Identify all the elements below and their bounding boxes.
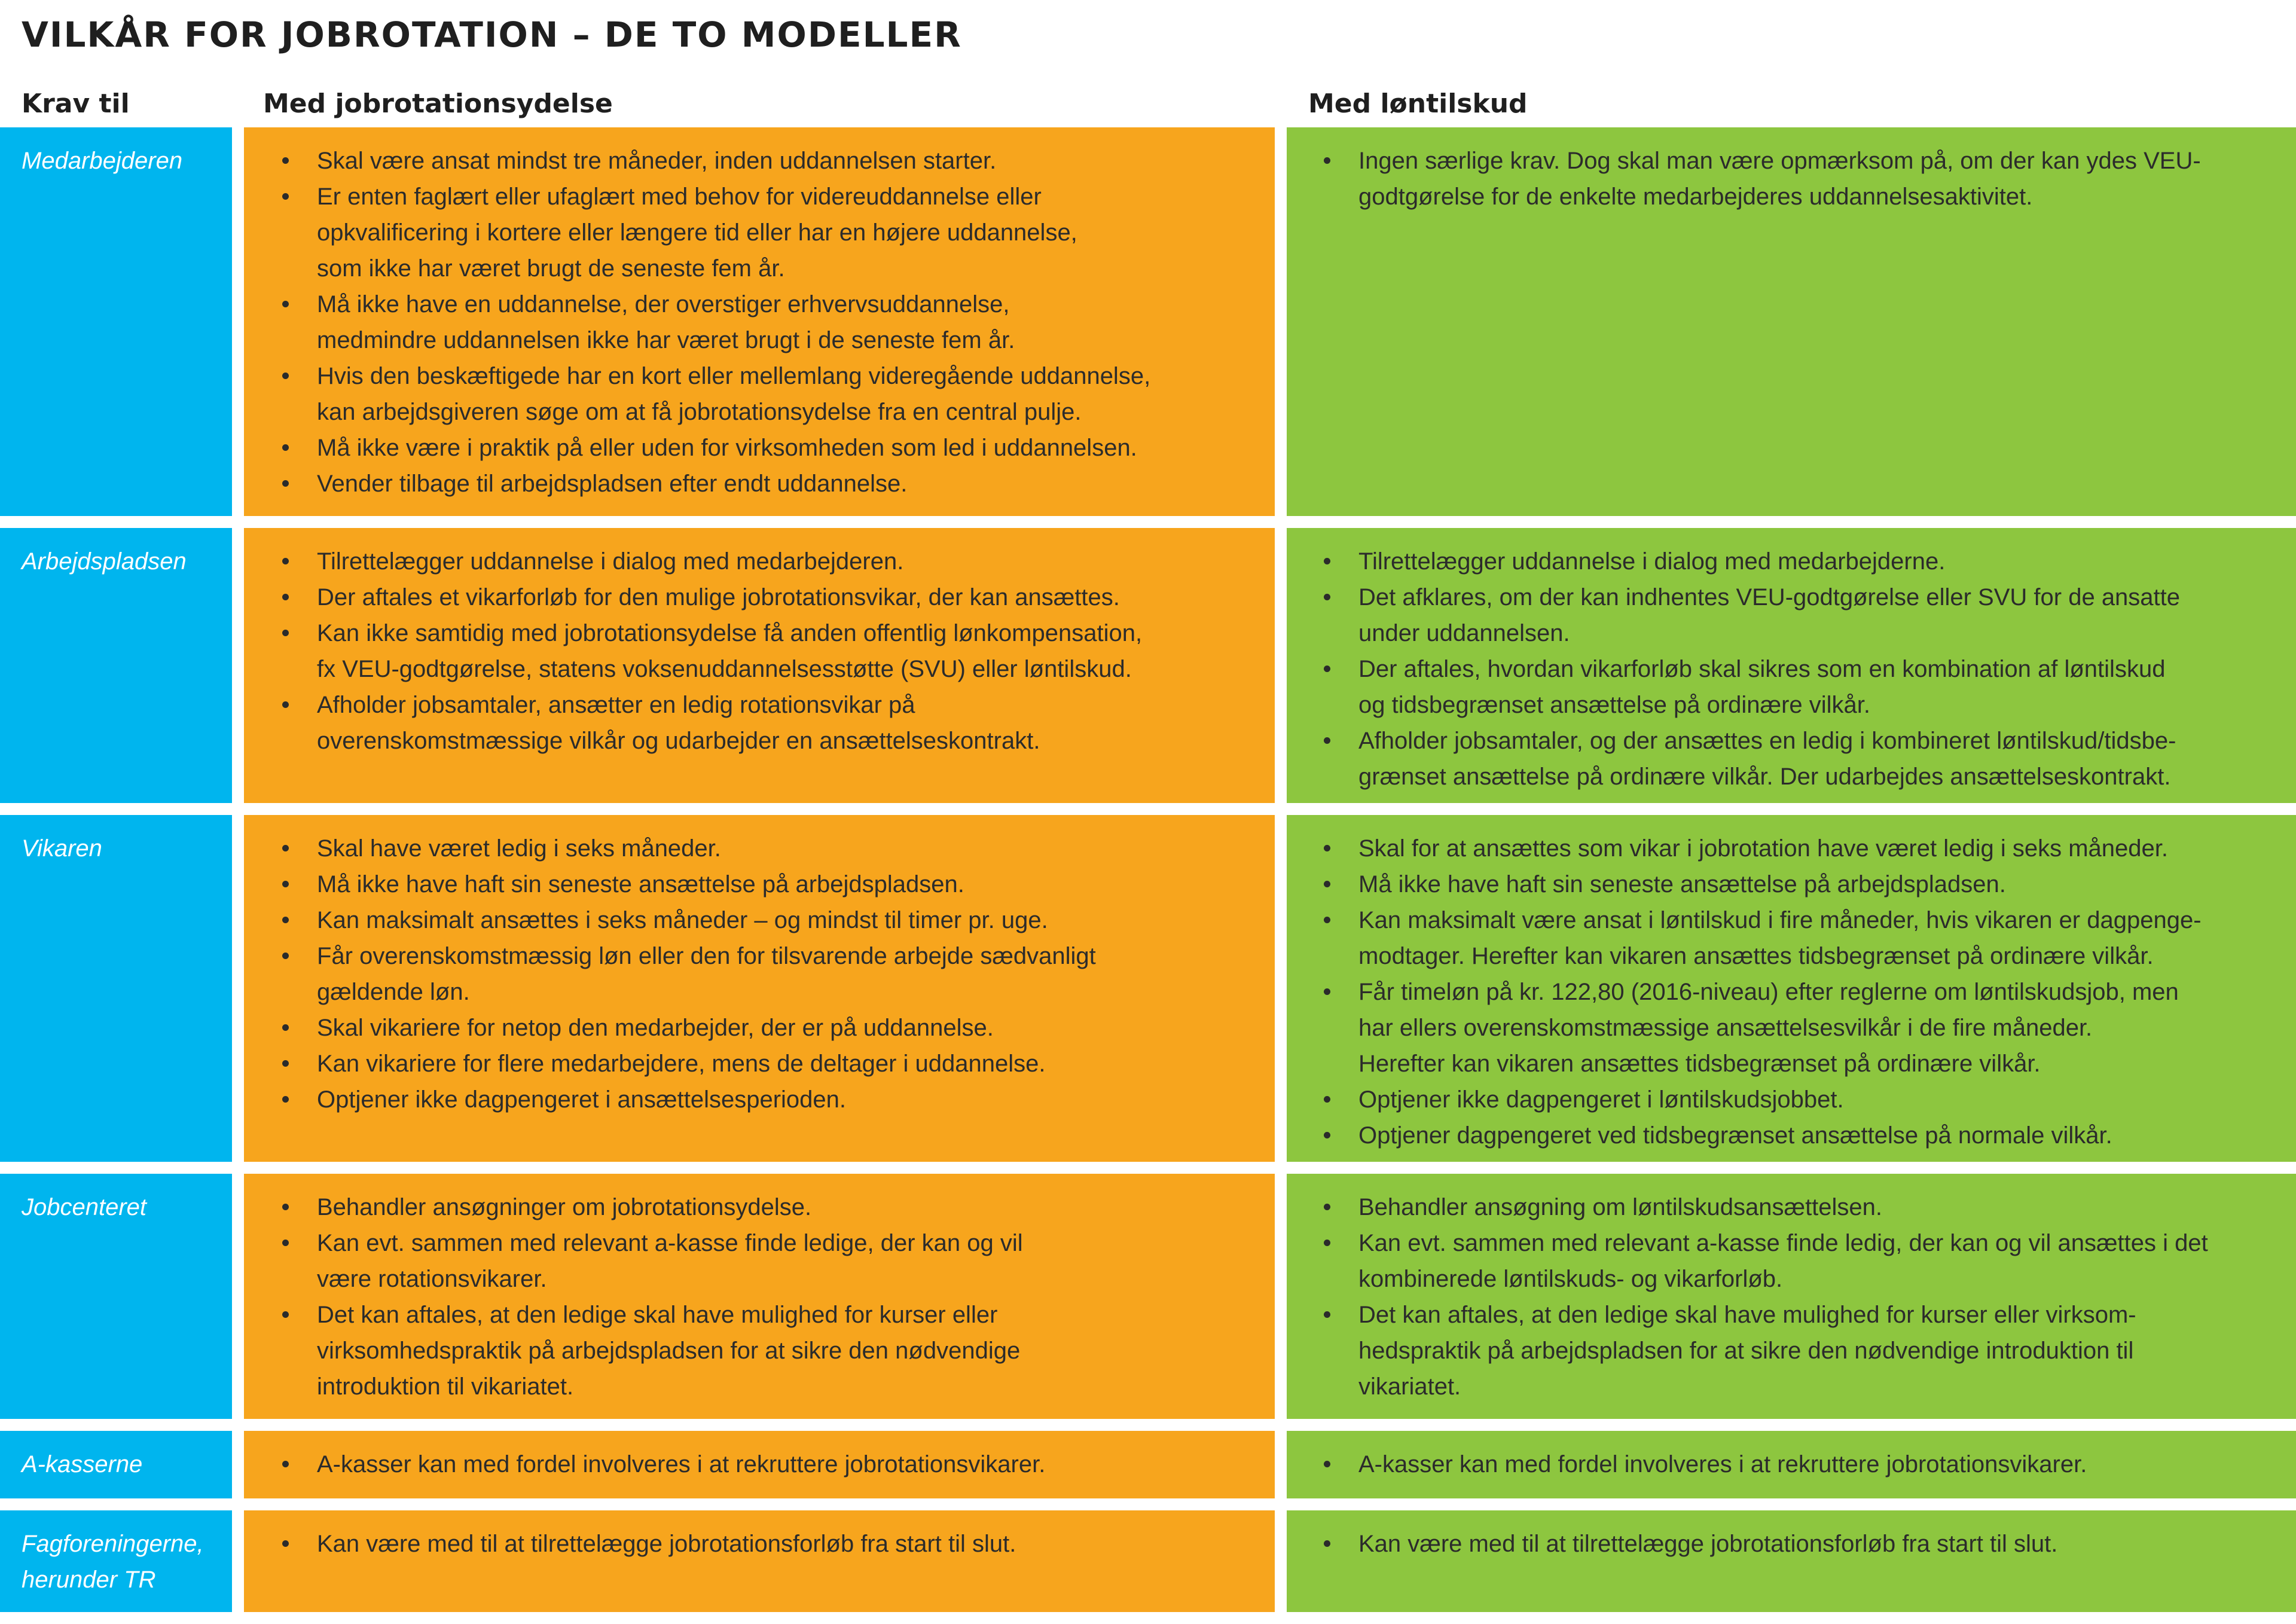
jobrotation-cell — [244, 528, 1275, 803]
jobrotation-cell — [244, 1174, 1275, 1419]
comparison-table — [0, 127, 2296, 1624]
list-item: Kan evt. sammen med relevant a-kasse finde ledig, der kan og vil ansættes i det kombinerede løntilskuds- og vikarforløb. — [1320, 1225, 2278, 1297]
row-label: Jobcenteret — [22, 1194, 147, 1220]
row-label-cell — [0, 1174, 232, 1419]
table-row-medarbejderen — [0, 127, 2296, 516]
row-label: Fagforeningerne, herunder TR — [22, 1531, 204, 1593]
list-item: Optjener dagpengeret ved tidsbegrænset ansættelse på normale vilkår. — [1320, 1118, 2278, 1153]
column-header-krav-til: Krav til — [22, 88, 130, 119]
list-item: A-kasser kan med fordel involveres i at rekruttere jobrotationsvikarer. — [279, 1446, 1251, 1482]
row-label-cell — [0, 1431, 232, 1498]
list-item: Får timeløn på kr. 122,80 (2016-niveau) efter reglerne om løntilskudsjob, men har ellers overenskomstmæssige ansættelsesvilkår i de fire måneder. Herefter kan vikaren ansættes tidsbegrænset på ordinære vilkår. — [1320, 974, 2278, 1082]
jobrotation-list — [279, 1446, 1251, 1482]
list-item: Optjener ikke dagpengeret i løntilskudsjobbet. — [1320, 1082, 2278, 1118]
jobrotation-cell — [244, 1510, 1275, 1612]
row-label: Arbejdspladsen — [22, 548, 187, 575]
jobrotation-list — [279, 544, 1251, 759]
list-item: Kan vikariere for flere medarbejdere, mens de deltager i uddannelse. — [279, 1046, 1251, 1082]
jobrotation-cell — [244, 1431, 1275, 1498]
lontilskud-cell — [1287, 1174, 2296, 1419]
list-item: Afholder jobsamtaler, ansætter en ledig rotationsvikar på overenskomstmæssige vilkår og udarbejder en ansættelseskontrakt. — [279, 687, 1251, 759]
list-item: Tilrettelægger uddannelse i dialog med medarbejderne. — [1320, 544, 2278, 579]
lontilskud-list — [1320, 544, 2278, 795]
lontilskud-list — [1320, 831, 2278, 1153]
list-item: Optjener ikke dagpengeret i ansættelsesperioden. — [279, 1082, 1251, 1118]
column-header-lontilskud: Med løntilskud — [1308, 88, 1528, 119]
list-item: Kan ikke samtidig med jobrotationsydelse få anden offentlig lønkompensation, fx VEU-godtgørelse, statens voksenuddannelsesstøtte (SVU) eller løntilskud. — [279, 615, 1251, 687]
lontilskud-list — [1320, 1526, 2278, 1562]
table-row-jobcenteret — [0, 1174, 2296, 1419]
row-label-cell — [0, 815, 232, 1162]
list-item: Får overenskomstmæssig løn eller den for tilsvarende arbejde sædvanligt gældende løn. — [279, 938, 1251, 1010]
list-item: Det kan aftales, at den ledige skal have mulighed for kurser eller virksomhedspraktik på arbejdspladsen for at sikre den nødvendige introduktion til vikariatet. — [279, 1297, 1251, 1405]
list-item: Er enten faglært eller ufaglært med behov for videreuddannelse eller opkvalificering i kortere eller længere tid eller har en højere uddannelse, som ikke har været brugt de seneste fem år. — [279, 179, 1251, 286]
list-item: Der aftales et vikarforløb for den mulige jobrotationsvikar, der kan ansættes. — [279, 579, 1251, 615]
column-header-jobrotationsydelse: Med jobrotationsydelse — [263, 88, 613, 119]
table-row-a-kasserne — [0, 1431, 2296, 1498]
lontilskud-cell — [1287, 127, 2296, 516]
list-item: Afholder jobsamtaler, og der ansættes en ledig i kombineret løntilskud/tidsbe- grænset ansættelse på ordinære vilkår. Der udarbejdes ansættelseskontrakt. — [1320, 723, 2278, 795]
row-label-cell — [0, 127, 232, 516]
lontilskud-list — [1320, 1189, 2278, 1405]
list-item: Det afklares, om der kan indhentes VEU-godtgørelse eller SVU for de ansatte under uddannelsen. — [1320, 579, 2278, 651]
list-item: Det kan aftales, at den ledige skal have mulighed for kurser eller virksom- hedspraktik på arbejdspladsen for at sikre den nødvendige introduktion til vikariatet. — [1320, 1297, 2278, 1405]
list-item: Må ikke have haft sin seneste ansættelse på arbejdspladsen. — [279, 866, 1251, 902]
table-row-fagforeningerne — [0, 1510, 2296, 1612]
list-item: Kan være med til at tilrettelægge jobrotationsforløb fra start til slut. — [279, 1526, 1251, 1562]
list-item: Hvis den beskæftigede har en kort eller mellemlang videregående uddannelse, kan arbejdsgiveren søge om at få jobrotationsydelse fra en central pulje. — [279, 358, 1251, 430]
page-title: VILKÅR FOR JOBROTATION – DE TO MODELLER — [22, 14, 962, 55]
jobrotation-list — [279, 1189, 1251, 1405]
lontilskud-cell — [1287, 1431, 2296, 1498]
lontilskud-cell — [1287, 1510, 2296, 1612]
list-item: Tilrettelægger uddannelse i dialog med medarbejderen. — [279, 544, 1251, 579]
list-item: Kan være med til at tilrettelægge jobrotationsforløb fra start til slut. — [1320, 1526, 2278, 1562]
list-item: Vender tilbage til arbejdspladsen efter endt uddannelse. — [279, 466, 1251, 502]
list-item: Kan maksimalt være ansat i løntilskud i fire måneder, hvis vikaren er dagpenge- modtager. Herefter kan vikaren ansættes tidsbegrænset på ordinære vilkår. — [1320, 902, 2278, 974]
jobrotation-list — [279, 831, 1251, 1118]
row-label: Medarbejderen — [22, 148, 183, 174]
row-label-cell — [0, 528, 232, 803]
list-item: Ingen særlige krav. Dog skal man være opmærksom på, om der kan ydes VEU- godtgørelse for de enkelte medarbejderes uddannelsesaktivitet. — [1320, 143, 2278, 215]
jobrotation-list — [279, 1526, 1251, 1562]
row-label-cell — [0, 1510, 232, 1612]
lontilskud-list — [1320, 1446, 2278, 1482]
table-row-vikaren — [0, 815, 2296, 1162]
jobrotation-cell — [244, 127, 1275, 516]
list-item: Behandler ansøgninger om jobrotationsydelse. — [279, 1189, 1251, 1225]
list-item: Må ikke have en uddannelse, der overstiger erhvervsuddannelse, medmindre uddannelsen ikke har været brugt i de seneste fem år. — [279, 286, 1251, 358]
row-label: A-kasserne — [22, 1451, 143, 1478]
list-item: Skal for at ansættes som vikar i jobrotation have været ledig i seks måneder. — [1320, 831, 2278, 866]
lontilskud-cell — [1287, 528, 2296, 803]
list-item: Kan maksimalt ansættes i seks måneder – og mindst til timer pr. uge. — [279, 902, 1251, 938]
lontilskud-cell — [1287, 815, 2296, 1162]
list-item: Der aftales, hvordan vikarforløb skal sikres som en kombination af løntilskud og tidsbegrænset ansættelse på ordinære vilkår. — [1320, 651, 2278, 723]
list-item: Behandler ansøgning om løntilskudsansættelsen. — [1320, 1189, 2278, 1225]
list-item: A-kasser kan med fordel involveres i at rekruttere jobrotationsvikarer. — [1320, 1446, 2278, 1482]
list-item: Kan evt. sammen med relevant a-kasse finde ledige, der kan og vil være rotationsvikarer. — [279, 1225, 1251, 1297]
jobrotation-list — [279, 143, 1251, 502]
list-item: Må ikke have haft sin seneste ansættelse på arbejdspladsen. — [1320, 866, 2278, 902]
list-item: Skal være ansat mindst tre måneder, inden uddannelsen starter. — [279, 143, 1251, 179]
lontilskud-list — [1320, 143, 2278, 215]
jobrotation-cell — [244, 815, 1275, 1162]
list-item: Må ikke være i praktik på eller uden for virksomheden som led i uddannelsen. — [279, 430, 1251, 466]
list-item: Skal vikariere for netop den medarbejder, der er på uddannelse. — [279, 1010, 1251, 1046]
table-row-arbejdspladsen — [0, 528, 2296, 803]
row-label: Vikaren — [22, 835, 102, 862]
list-item: Skal have været ledig i seks måneder. — [279, 831, 1251, 866]
